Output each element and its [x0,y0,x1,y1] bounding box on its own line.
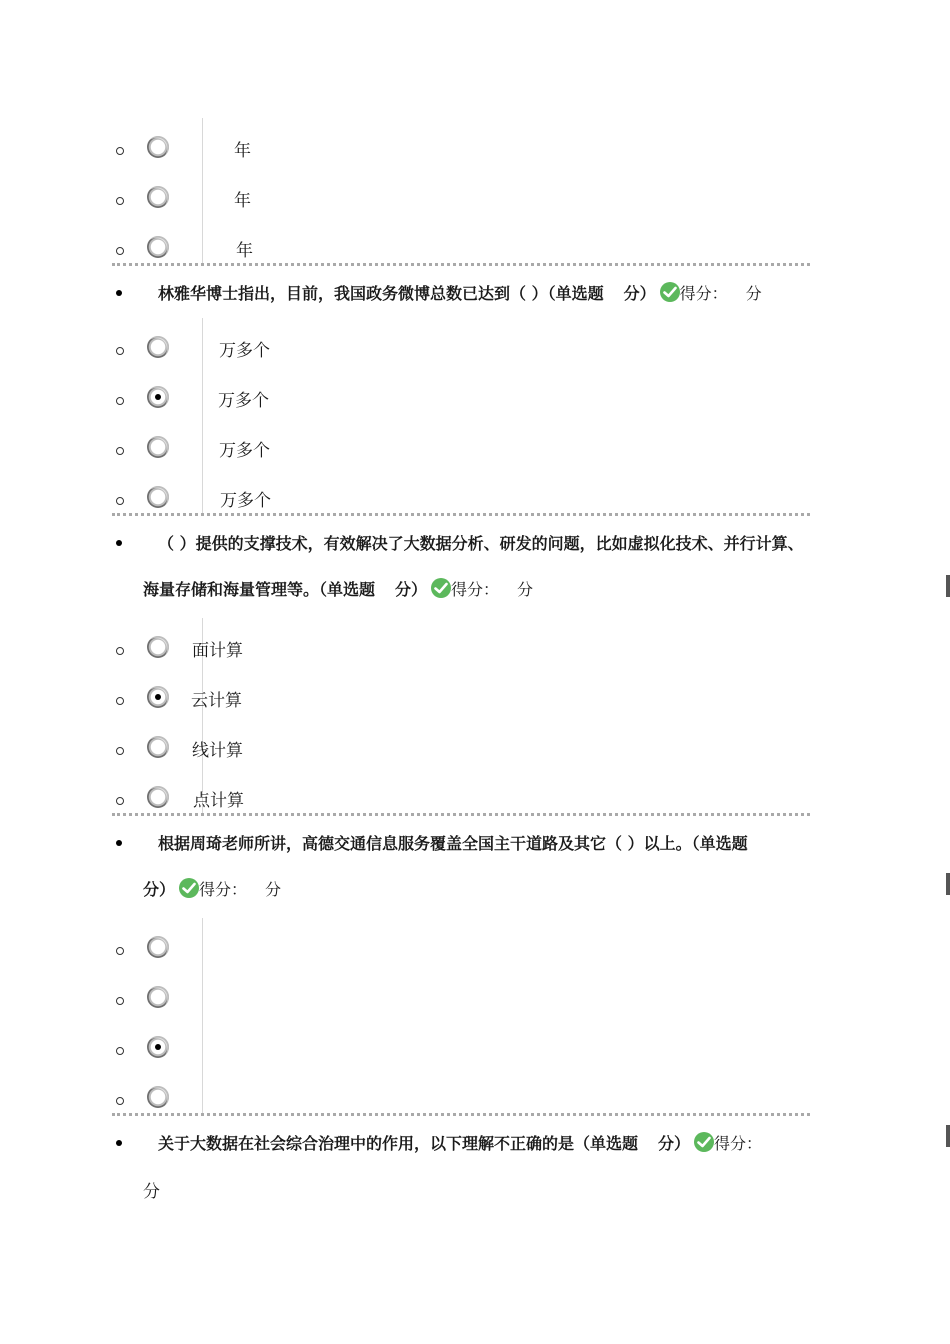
option-label: 年 [234,191,251,211]
points-close: 分） [395,580,428,599]
question-divider [112,1113,810,1116]
points-close: 分） [658,1134,691,1153]
score-label: 得分： [714,1134,763,1153]
radio-button-icon[interactable] [147,1086,169,1108]
radio-button-icon[interactable] [147,136,169,158]
radio-button-icon[interactable] [147,436,169,458]
page-edge-mark [946,873,950,895]
option-divider-line [202,118,203,263]
option-label: 面计算 [192,641,243,661]
radio-button-icon[interactable] [147,786,169,808]
option-label: 万多个 [219,341,270,361]
question-text [158,281,762,304]
radio-selected-dot [155,394,161,400]
radio-button-icon[interactable] [147,236,169,258]
radio-button-icon[interactable] [147,1036,169,1058]
question-divider [112,513,810,516]
option-label: 年 [234,141,251,161]
list-bullet [116,747,124,755]
option-label: 年 [236,241,253,261]
list-bullet [116,197,124,205]
list-bullet [116,797,124,805]
question-bullet [116,840,122,846]
check-circle-icon [179,878,199,898]
check-circle-icon [694,1132,714,1152]
option-label: 万多个 [220,491,271,511]
radio-button-icon[interactable] [147,736,169,758]
list-bullet [116,1097,124,1105]
question-stem: 关于大数据在社会综合治理中的作用，以下理解不正确的是（单选题 [158,1134,639,1153]
option-label: 万多个 [218,391,269,411]
radio-button-icon[interactable] [147,336,169,358]
option-label: 线计算 [192,741,243,761]
points-close: 分） [623,284,656,303]
list-bullet [116,247,124,255]
list-bullet [116,947,124,955]
page-edge-mark [946,575,950,597]
score-unit: 分 [517,580,534,599]
radio-selected-dot [155,1044,161,1050]
radio-button-icon[interactable] [147,386,169,408]
list-bullet [116,347,124,355]
question-text-line2 [143,877,281,900]
list-bullet [116,397,124,405]
radio-button-icon[interactable] [147,936,169,958]
radio-button-icon[interactable] [147,636,169,658]
radio-button-icon[interactable] [147,186,169,208]
option-label: 云计算 [191,691,242,711]
question-divider [112,263,810,266]
question-text-line2 [143,577,533,600]
question-divider [112,813,810,816]
question-stem: 林雅华博士指出，目前，我国政务微博总数已达到（ ）（单选题 [158,284,604,303]
score-unit: 分 [265,880,282,899]
option-label: 点计算 [193,791,244,811]
option-divider-line [202,318,203,513]
score-label: 得分： [679,284,728,303]
question-text-line1: （ ）提供的支撑技术，有效解决了大数据分析、研发的问题，比如虚拟化技术、并行计算、 [158,534,804,553]
option-divider-line [202,918,203,1113]
score-unit: 分 [143,1182,160,1202]
question-bullet [116,1140,122,1146]
radio-selected-dot [155,694,161,700]
page-edge-mark [946,1125,950,1147]
option-label: 万多个 [219,441,270,461]
list-bullet [116,497,124,505]
list-bullet [116,1047,124,1055]
question-text-line1: 根据周琦老师所讲，高德交通信息服务覆盖全国主干道路及其它（ ）以上。（单选题 [158,834,748,853]
list-bullet [116,447,124,455]
question-text [158,1131,762,1154]
radio-button-icon[interactable] [147,686,169,708]
score-label: 得分： [199,880,248,899]
question-bullet [116,540,122,546]
points-close: 分） [143,880,176,899]
list-bullet [116,647,124,655]
score-unit: 分 [745,284,762,303]
list-bullet [116,147,124,155]
list-bullet [116,997,124,1005]
radio-button-icon[interactable] [147,986,169,1008]
question-bullet [116,290,122,296]
score-label: 得分： [451,580,500,599]
check-circle-icon [431,578,451,598]
list-bullet [116,697,124,705]
question-stem: 海量存储和海量管理等。（单选题 [143,580,376,599]
check-circle-icon [660,282,680,302]
radio-button-icon[interactable] [147,486,169,508]
